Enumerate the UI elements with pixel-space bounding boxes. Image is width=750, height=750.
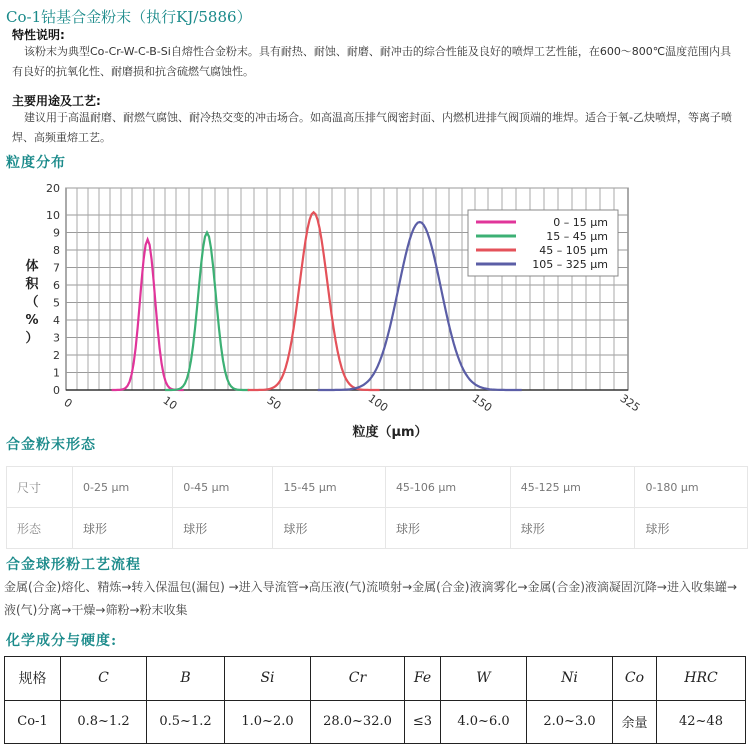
shape-cell: 球形 xyxy=(73,508,173,549)
y-tick-label: 3 xyxy=(53,331,60,345)
y-tick-label: 0 xyxy=(53,384,60,397)
morphology-size-row xyxy=(7,467,748,508)
chem-value-cell: 余量 xyxy=(613,700,657,744)
x-tick-label: 325 xyxy=(617,391,643,415)
legend-label: 0 – 15 μm xyxy=(553,216,608,229)
y-tick-label: 9 xyxy=(53,226,60,240)
chem-value-cell: Co-1 xyxy=(5,700,61,744)
chem-value-cell: 42~48 xyxy=(657,700,746,744)
y-axis-label-char: ） xyxy=(25,331,39,346)
shape-cell: 球形 xyxy=(510,508,635,549)
chem-header-cell: Si xyxy=(225,657,311,701)
size-cell: 45-106 μm xyxy=(385,467,510,508)
process-text: 金属(合金)熔化、精炼→转入保温包(漏包) →进入导流管→高压液(气)流喷射→金属(合金)液滴雾化→金属(合金)液滴凝固沉降→进入收集罐→液(气)分离→干燥→筛粉→粉末收集 xyxy=(4,580,738,617)
chem-header-cell: Fe xyxy=(405,657,441,701)
x-tick-label: 10 xyxy=(160,393,180,413)
size-label: 尺寸 xyxy=(7,467,73,508)
chem-value-cell: 4.0~6.0 xyxy=(441,700,527,744)
y-tick-label: 7 xyxy=(53,261,60,275)
y-tick-label: 1 xyxy=(53,366,60,380)
particle-size-chart xyxy=(0,178,750,440)
y-tick-label: 8 xyxy=(53,244,60,257)
chem-value-cell: 0.5~1.2 xyxy=(147,700,225,744)
morphology-heading: 合金粉末形态 xyxy=(6,437,96,453)
chem-value-cell: 0.8~1.2 xyxy=(61,700,147,744)
chem-value-cell: ≤3 xyxy=(405,700,441,744)
size-cell: 15-45 μm xyxy=(273,467,386,508)
chem-header-cell: C xyxy=(61,657,147,701)
chem-value-cell: 1.0~2.0 xyxy=(225,700,311,744)
shape-cell: 球形 xyxy=(385,508,510,549)
chem-header-cell: B xyxy=(147,657,225,701)
x-axis-label: 粒度（μm） xyxy=(352,425,428,440)
page-title: Co-1钴基合金粉末（执行KJ/5886） xyxy=(6,8,252,26)
particle-size-chart-svg xyxy=(0,178,750,440)
uses-text-line2: 焊、高频重熔工艺。 xyxy=(12,131,111,144)
shape-cell: 球形 xyxy=(635,508,748,549)
legend-label: 105 – 325 μm xyxy=(532,258,608,271)
legend-label: 45 – 105 μm xyxy=(539,244,608,257)
size-cell: 45-125 μm xyxy=(510,467,635,508)
y-tick-label: 5 xyxy=(53,296,60,310)
morphology-table xyxy=(6,466,748,549)
morphology-shape-row xyxy=(7,508,748,549)
y-tick-label: 2 xyxy=(53,349,60,362)
y-tick-label: 4 xyxy=(53,314,60,327)
x-tick-label: 0 xyxy=(61,395,75,411)
chemistry-heading: 化学成分与硬度: xyxy=(6,633,118,649)
legend-label: 15 – 45 μm xyxy=(546,230,608,243)
features-text-line2: 有良好的抗氧化性、耐磨损和抗含硫燃气腐蚀性。 xyxy=(12,65,254,78)
y-axis-label-char: 积 xyxy=(25,277,39,292)
y-axis-label-char: （ xyxy=(25,295,39,310)
y-axis-label-char: 体 xyxy=(25,259,39,274)
x-tick-label: 100 xyxy=(365,391,391,415)
y-tick-label: 20 xyxy=(46,182,60,195)
chem-value-cell: 28.0~32.0 xyxy=(311,700,405,744)
features-text-line1: 该粉末为典型Co-Cr-W-C-B-Si自熔性合金粉末。具有耐热、耐蚀、耐磨、耐冲击的综合性能及良好的喷焊工艺性能，在600～800℃温度范围内具 xyxy=(24,45,732,58)
x-tick-label: 150 xyxy=(469,391,495,415)
psd-heading: 粒度分布 xyxy=(6,155,66,171)
uses-heading: 主要用途及工艺: xyxy=(12,94,101,108)
y-axis-label-char: % xyxy=(25,313,39,328)
shape-cell: 球形 xyxy=(173,508,273,549)
features-heading: 特性说明: xyxy=(12,28,65,42)
size-cell: 0-180 μm xyxy=(635,467,748,508)
chem-header-cell: 规格 xyxy=(5,657,61,701)
y-tick-label: 6 xyxy=(53,279,60,292)
y-tick-label: 10 xyxy=(46,209,60,222)
shape-cell: 球形 xyxy=(273,508,386,549)
chemistry-table xyxy=(4,656,746,744)
chem-header-cell: Ni xyxy=(527,657,613,701)
chem-header-cell: W xyxy=(441,657,527,701)
chem-header-cell: Cr xyxy=(311,657,405,701)
chem-header-cell: Co xyxy=(613,657,657,701)
x-tick-label: 50 xyxy=(264,393,284,413)
process-heading: 合金球形粉工艺流程 xyxy=(6,557,141,573)
shape-label: 形态 xyxy=(7,508,73,549)
uses-text-line1: 建议用于高温耐磨、耐燃气腐蚀、耐冷热交变的冲击场合。如高温高压排气阀密封面、内燃机进排气阀顶端的堆焊。适合于氧-乙炔喷焊，等离子喷 xyxy=(24,111,732,124)
size-cell: 0-45 μm xyxy=(173,467,273,508)
chem-header-cell: HRC xyxy=(657,657,746,701)
chemistry-value-row xyxy=(5,700,746,744)
chem-value-cell: 2.0~3.0 xyxy=(527,700,613,744)
chemistry-header-row xyxy=(5,657,746,701)
size-cell: 0-25 μm xyxy=(73,467,173,508)
